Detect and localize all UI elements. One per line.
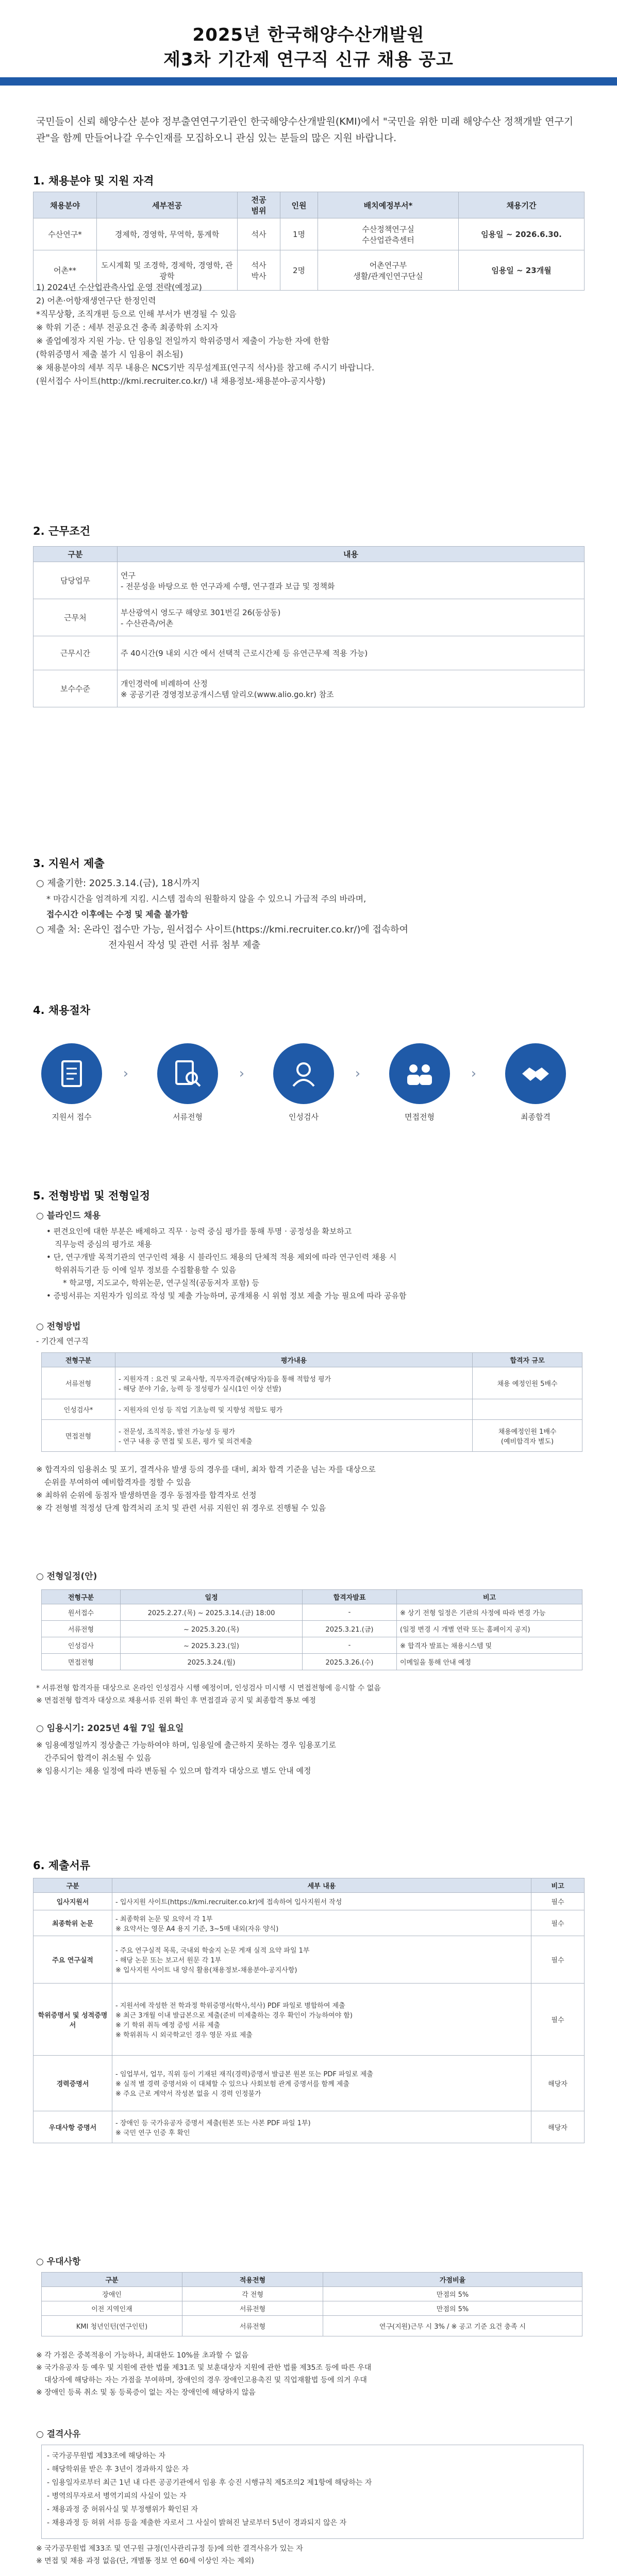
- pref-note: 대상자에 해당하는 자는 가점을 부여하며, 장애인의 경우 장애인고용촉진 및 직업재활법 등에 의거 우대: [44, 2376, 367, 2384]
- docs-header: 구분: [34, 1878, 112, 1893]
- table-row: [42, 2316, 582, 2336]
- docs-cell-k: 우대사항 증명서: [34, 2111, 112, 2143]
- screening-method-title: ○ 전형방법: [36, 1321, 81, 1332]
- s1-note: *직무상황, 조직개편 등으로 인해 부서가 변경될 수 있음: [36, 309, 237, 319]
- pref-cell-s: 서류전형: [182, 2316, 323, 2336]
- disqualification-box: [41, 2445, 583, 2539]
- chevron-right-icon: ›: [123, 1066, 129, 1081]
- docs-cell-n: 필수: [531, 1936, 585, 1984]
- section5-title: 5. 전형방법 및 전형일정: [33, 1190, 151, 1202]
- s1-note: 2) 어촌·어항재생연구단 한정인력: [36, 296, 156, 306]
- pref-header: 가점비율: [323, 2273, 582, 2287]
- method-cell-n: 채용 예정인원 5배수: [473, 1367, 582, 1399]
- s1-header-dept: 배치예정부서*: [318, 192, 459, 218]
- docs-cell-k: 경력증명서: [34, 2056, 112, 2111]
- s1-cell-count: 2명: [280, 250, 318, 291]
- table-row: [34, 562, 585, 599]
- preferences-table: [41, 2272, 582, 2336]
- method-header: 평가내용: [115, 1353, 473, 1367]
- docs-cell-k: 최종학위 논문: [34, 1910, 112, 1936]
- table-row: [42, 2301, 582, 2316]
- disq-line: - 해당학위를 받은 후 3년이 경과하지 않은 자: [47, 2465, 189, 2473]
- table-row: [34, 1893, 585, 1910]
- schedule-cell-d: ~ 2025.3.23.(일): [121, 1637, 303, 1654]
- hiring-process-steps: [33, 1043, 585, 1146]
- disq-note: ※ 면접 및 채용 과정 없음(단, 개별통 정보 연 60세 이상인 자는 제외): [36, 2557, 254, 2565]
- step-label: 면접전형: [405, 1112, 435, 1122]
- section3-body: [36, 876, 582, 953]
- schedule-notes: [36, 1682, 582, 1707]
- docs-cell-k: 주요 연구실적: [34, 1936, 112, 1984]
- schedule-cell-b: ※ 상기 전형 일정은 기관의 사정에 따라 변경 가능: [397, 1604, 582, 1621]
- pref-cell-r: 만점의 5%: [323, 2287, 582, 2301]
- docs-cell-n: 해당자: [531, 2111, 585, 2143]
- pref-note: ※ 각 가점은 중복적용이 가능하나, 최대한도 10%를 초과할 수 없음: [36, 2351, 248, 2360]
- disq-line: - 채용과정 등 허위 서류 등을 제출한 자로서 그 사실이 밝혀진 날로부터 5년이 경과되지 않은 자: [47, 2519, 347, 2527]
- blind-line: * 학교명, 지도교수, 학위논문, 연구실적(공동저자 포함) 등: [63, 1278, 259, 1287]
- blind-hiring-lines: [46, 1225, 582, 1302]
- schedule-title: ○ 전형일정(안): [36, 1571, 97, 1582]
- s1-cell-dept: 수산정책연구실 수산업관측센터: [318, 218, 459, 250]
- interview-icon: [389, 1043, 450, 1104]
- s1-note: ※ 학위 기준 : 세부 전공요건 충족 최종학위 소지자: [36, 323, 219, 332]
- step-label: 서류전형: [173, 1112, 203, 1122]
- personality-test-icon: [273, 1043, 334, 1104]
- disq-line: - 병역의무자로서 병역기피의 사실이 있는 자: [47, 2492, 187, 2500]
- schedule-cell-d: ~ 2025.3.20.(목): [121, 1621, 303, 1637]
- table-row: [42, 1367, 582, 1399]
- process-step: [381, 1043, 458, 1122]
- pref-note: ※ 국가유공자 등 예우 및 지원에 관한 법률 제31조 및 보훈대상자 지원에 관한 법률 제35조 등에 따른 우대: [36, 2364, 372, 2372]
- method-cell-k: 인성검사*: [42, 1399, 115, 1420]
- docs-cell-v: - 임업부서, 업무, 직위 등이 기재된 재직(경력)증명서 발급본 원본 또는 PDF 파일로 제출 ※ 실적 별 경력 증명서와 이 대체할 수 있으나 사회보험 관계 증명서를 함께 제출 ※ 주요 근로 계약서 작성본 없을 시 경력 인정불가: [112, 2056, 531, 2111]
- blind-line: • 편견요인에 대한 부분은 배제하고 직무 · 능력 중심 평가를 통해 투명 · 공정성을 확보하고: [46, 1227, 352, 1236]
- blind-line: • 단, 연구개발 목적기관의 연구인력 채용 시 블라인드 채용의 단체적 적용 제외에 따라 연구인력 채용 시: [46, 1252, 397, 1262]
- docs-cell-n: 필수: [531, 1893, 585, 1910]
- documents-table: [33, 1878, 585, 2143]
- s1-note: (학위증명서 제출 불가 시 임용이 취소됨): [36, 349, 184, 359]
- schedule-cell-a: -: [303, 1604, 397, 1621]
- blind-line: • 증빙서류는 지원자가 임의로 작성 및 제출 가능하며, 공개채용 시 위험 정보 제출 가능 필요에 따라 공유함: [46, 1291, 407, 1300]
- table-row: [42, 1621, 582, 1637]
- notice-title-line2: 제3차 기간제 연구직 신규 채용 공고: [163, 49, 454, 70]
- document-review-icon: [157, 1043, 218, 1104]
- table-row: [34, 2056, 585, 2111]
- section3-title: 3. 지원서 제출: [33, 857, 105, 870]
- docs-cell-n: 해당자: [531, 2056, 585, 2111]
- method-cell-v: - 지원자의 인성 등 직업 기초능력 및 지향성 적합도 평가: [115, 1399, 473, 1420]
- method-note: ※ 각 전형별 적정성 단계 합격처리 조치 및 관련 서류 지원인 위 경우로 진행될 수 있음: [36, 1503, 326, 1513]
- pref-cell-r: 만점의 5%: [323, 2301, 582, 2316]
- s1-header-period: 채용기간: [459, 192, 585, 218]
- section1-notes: [36, 281, 582, 388]
- docs-header: 세부 내용: [112, 1878, 531, 1893]
- s3-line: 전자원서 작성 및 관련 서류 첨부 제출: [108, 940, 261, 951]
- appoint-line: ※ 임용시기는 채용 일정에 따라 변동될 수 있으며 합격자 대상으로 별도 안내 예정: [36, 1766, 311, 1775]
- s1-header-major: 세부전공: [97, 192, 238, 218]
- docs-cell-n: 필수: [531, 1910, 585, 1936]
- s2-cell-v: 개인경력에 비례하여 산정 ※ 공공기관 경영정보공개시스템 알리오(www.alio.go.kr) 참조: [118, 670, 585, 707]
- schedule-cell-k: 면접전형: [42, 1654, 121, 1670]
- schedule-cell-a: -: [303, 1637, 397, 1654]
- docs-cell-k: 입사지원서: [34, 1893, 112, 1910]
- pref-note: ※ 장애인 등록 취소 및 동 등록증이 없는 자는 장애인에 해당하지 않음: [36, 2388, 256, 2397]
- appoint-line: ※ 임용예정일까지 정상출근 가능하여야 하며, 임용일에 출근하지 못하는 경우 임용포기로: [36, 1740, 336, 1750]
- pref-cell-k: KMI 청년인턴(연구인턴): [42, 2316, 182, 2336]
- table-row: [34, 1936, 585, 1984]
- s1-cell-field: 어촌**: [34, 250, 97, 291]
- disq-note: ※ 국가공무원법 제33조 및 연구원 규정(인사관리규정 등)에 의한 결격사유가 있는 자: [36, 2545, 303, 2553]
- screening-method-sub: - 기간제 연구직: [36, 1336, 89, 1346]
- s2-cell-v: 연구 - 전문성을 바탕으로 한 연구과제 수행, 연구결과 보급 및 정책화: [118, 562, 585, 599]
- table-row: [42, 1399, 582, 1420]
- table-row: [42, 1420, 582, 1452]
- disq-line: - 임용일자로부터 최근 1년 내 다른 공공기관에서 임용 후 승진 시행규칙 제5조의2 제1항에 해당하는 자: [47, 2479, 372, 2487]
- table-row: [42, 2287, 582, 2301]
- schedule-cell-b: 이메일을 통해 안내 예정: [397, 1654, 582, 1670]
- s1-note: (원서접수 사이트(http://kmi.recruiter.co.kr/) 내 채용정보-채용분야-공지사항): [36, 376, 326, 386]
- application-icon: [41, 1043, 102, 1104]
- method-notes: [36, 1463, 582, 1515]
- s2-cell-k: 근무처: [34, 599, 118, 636]
- blind-line: 직무능력 중심의 평가로 채용: [55, 1240, 152, 1249]
- schedule-note: * 서류전형 합격자를 대상으로 온라인 인성검사 시행 예정이며, 인성검사 미시행 시 면접전형에 응시할 수 없음: [36, 1684, 381, 1692]
- appoint-line: 간주되어 합격이 취소될 수 있음: [44, 1753, 152, 1762]
- table-row: [34, 670, 585, 707]
- blind-line: 학위취득기관 등 이에 일부 정보를 수집활용할 수 있음: [55, 1265, 237, 1275]
- s1-header-field: 채용분야: [34, 192, 97, 218]
- s1-cell-dept: 어촌연구부 생활/관계인연구단실: [318, 250, 459, 291]
- docs-cell-n: 필수: [531, 1984, 585, 2056]
- pref-cell-r: 연구(지원)근무 시 3% / ※ 공고 기준 요건 충족 시: [323, 2316, 582, 2336]
- s3-line: 접수시간 이후에는 수정 및 제출 불가함: [46, 909, 189, 919]
- schedule-note: ※ 면접전형 합격자 대상으로 채용서류 진위 확인 후 면접결과 공지 및 최종합격 통보 예정: [36, 1697, 316, 1705]
- method-note: ※ 최하위 순위에 동점자 발생하면을 경우 동점자를 합격자로 선정: [36, 1490, 257, 1500]
- table-row: [34, 1984, 585, 2056]
- screening-method-table: [41, 1352, 582, 1452]
- method-cell-v: - 지원자격 : 요건 및 교육사항, 직무자격증(해당자)등을 통해 적합성 평가 - 해당 분야 기술, 능력 등 정성평가 실시(1인 이상 선발): [115, 1367, 473, 1399]
- s2-header-v: 내용: [118, 547, 585, 562]
- schedule-cell-b: ※ 합격자 발표는 채용시스템 및: [397, 1637, 582, 1654]
- method-note: 순위를 부여하여 예비합격자를 정할 수 있음: [44, 1478, 191, 1487]
- schedule-cell-k: 원서접수: [42, 1604, 121, 1621]
- s2-cell-v: 부산광역시 영도구 해양로 301번길 26(동삼동) - 수산관측/어촌: [118, 599, 585, 636]
- table-row: [34, 218, 585, 250]
- method-cell-k: 서류전형: [42, 1367, 115, 1399]
- notice-title-line1: 2025년 한국해양수산개발원: [192, 25, 425, 45]
- process-step: [497, 1043, 574, 1122]
- s2-cell-k: 보수수준: [34, 670, 118, 707]
- title-divider: [0, 77, 617, 86]
- step-label: 지원서 접수: [52, 1112, 92, 1122]
- s1-header-count: 인원: [280, 192, 318, 218]
- method-note: ※ 합격자의 임용취소 및 포기, 결격사유 발생 등의 경우를 대비, 최차 합격 기준을 넘는 자를 대상으로: [36, 1465, 376, 1474]
- table-row: [34, 1910, 585, 1936]
- s1-cell-major: 도시계획 및 조경학, 경제학, 경영학, 관광학: [97, 250, 238, 291]
- table-row: [34, 599, 585, 636]
- schedule-cell-b: (일정 변경 시 개별 연락 또는 홈페이지 공지): [397, 1621, 582, 1637]
- docs-cell-v: - 장애인 등 국가유공자 증명서 제출(원본 또는 사본 PDF 파일 1부) ※ 국민 연구 인증 후 확인: [112, 2111, 531, 2143]
- table-row: [34, 636, 585, 670]
- schedule-table: [41, 1589, 582, 1670]
- s3-line: * 마감시간을 엄격하게 지킴. 시스템 접속의 원활하지 않을 수 있으니 가급적 주의 바라며,: [46, 894, 366, 904]
- pref-header: 적용전형: [182, 2273, 323, 2287]
- blind-hiring-title: ○ 블라인드 채용: [36, 1211, 101, 1221]
- appointment-lines: [36, 1739, 582, 1777]
- schedule-cell-d: 2025.3.24.(월): [121, 1654, 303, 1670]
- section2-title: 2. 근무조건: [33, 525, 91, 537]
- s1-cell-field: 수산연구*: [34, 218, 97, 250]
- docs-header: 비고: [531, 1878, 585, 1893]
- method-cell-k: 면접전형: [42, 1420, 115, 1452]
- section1-title: 1. 채용분야 및 지원 자격: [33, 175, 154, 187]
- table-row: [34, 2111, 585, 2143]
- schedule-header: 비고: [397, 1590, 582, 1604]
- chevron-right-icon: ›: [355, 1066, 361, 1081]
- pref-cell-s: 각 전형: [182, 2287, 323, 2301]
- step-label: 인성검사: [289, 1112, 319, 1122]
- intro-paragraph: 국민들이 신뢰 해양수산 분야 정부출연연구기관인 한국해양수산개발원(KMI)에서 "국민을 위한 미래 해양수산 정책개발 연구기관"을 함께 만들어나갈 우수인재를 모집하오니 관심 있는 분들의 많은 지원 바랍니다.: [36, 116, 574, 144]
- s1-cell-count: 1명: [280, 218, 318, 250]
- s3-line: ○ 제출 처: 온라인 접수만 가능, 원서접수 사이트(https://kmi.recruiter.co.kr/)에 접속하여: [36, 924, 409, 935]
- appointment-title: ○ 임용시기: 2025년 4월 7일 월요일: [36, 1723, 184, 1734]
- schedule-cell-k: 인성검사: [42, 1637, 121, 1654]
- s1-note: ※ 졸업예정자 지원 가능. 단 임용일 전일까지 학위증명서 제출이 가능한 자에 한함: [36, 336, 330, 346]
- schedule-cell-a: 2025.3.21.(금): [303, 1621, 397, 1637]
- s2-header-k: 구분: [34, 547, 118, 562]
- disq-line: - 국가공무원법 제33조에 해당하는 자: [47, 2452, 166, 2460]
- schedule-header: 합격자발표: [303, 1590, 397, 1604]
- method-cell-n: 채용예정인원 1배수 (예비합격자 별도): [473, 1420, 582, 1452]
- s1-note: 1) 2024년 수산업관측사업 운영 전략(예정교): [36, 282, 202, 292]
- disqualification-notes: [36, 2543, 582, 2567]
- preferences-title: ○ 우대사항: [36, 2257, 81, 2267]
- chevron-right-icon: ›: [471, 1066, 477, 1081]
- table-row: [42, 1654, 582, 1670]
- docs-cell-k: 학위증명서 및 성적증명서: [34, 1984, 112, 2056]
- section4-title: 4. 채용절차: [33, 1004, 91, 1016]
- chevron-right-icon: ›: [239, 1066, 245, 1081]
- docs-cell-v: - 주요 연구실적 목록, 국내외 학술지 논문 게재 실적 요약 파일 1부 - 해당 논문 또는 보고서 원문 각 1부 ※ 입사지원 사이트 내 양식 활용(채용정보-채용분야-공지사항): [112, 1936, 531, 1984]
- section1-table: [33, 192, 585, 291]
- s1-header-scope: 전공 범위: [238, 192, 280, 218]
- s1-cell-period: 임용일 ~ 2026.6.30.: [459, 218, 585, 250]
- pref-cell-k: 장애인: [42, 2287, 182, 2301]
- schedule-header: 일정: [121, 1590, 303, 1604]
- s1-cell-major: 경제학, 경영학, 무역학, 통계학: [97, 218, 238, 250]
- s1-cell-scope: 석사 박사: [238, 250, 280, 291]
- s2-cell-k: 담당업무: [34, 562, 118, 599]
- notice-header: [0, 0, 617, 88]
- s2-cell-v: 주 40시간(9 내외 시간 에서 선택적 근로시간제 등 유연근무제 적용 가능): [118, 636, 585, 670]
- process-step: [149, 1043, 226, 1122]
- section6-title: 6. 제출서류: [33, 1859, 91, 1872]
- method-cell-v: - 전문성, 조직적응, 발전 가능성 등 평가 - 연구 내용 중 면접 및 토론, 평가 및 의견제출: [115, 1420, 473, 1452]
- s1-cell-period: 임용일 ~ 23개월: [459, 250, 585, 291]
- schedule-cell-k: 서류전형: [42, 1621, 121, 1637]
- method-cell-n: [473, 1399, 582, 1420]
- pref-cell-s: 서류전형: [182, 2301, 323, 2316]
- schedule-header: 전형구분: [42, 1590, 121, 1604]
- pref-cell-k: 이전 지역인재: [42, 2301, 182, 2316]
- schedule-cell-a: 2025.3.26.(수): [303, 1654, 397, 1670]
- docs-cell-v: - 최종학위 논문 및 요약서 각 1부 ※ 요약서는 영문 A4 용지 기준, 3~5매 내외(자유 양식): [112, 1910, 531, 1936]
- section2-table: [33, 546, 585, 707]
- process-step: [33, 1043, 110, 1122]
- s2-cell-k: 근무시간: [34, 636, 118, 670]
- process-step: [265, 1043, 342, 1122]
- step-label: 최종합격: [521, 1112, 551, 1122]
- s1-cell-scope: 석사: [238, 218, 280, 250]
- table-row: [42, 1637, 582, 1654]
- docs-cell-v: - 지원서에 작성한 전 학과정 학위증명서(학사,석사) PDF 파일로 병합하여 제출 ※ 최근 3개월 이내 발급본으로 제출(준비 미제출하는 경우 확인이 가능하여야 함) ※ 기 학위 취득 예정 증빙 서류 제출 ※ 학위취득 시 외국학교인 경우 영문 자료 제출: [112, 1984, 531, 2056]
- method-header: 합격자 규모: [473, 1353, 582, 1367]
- disq-line: - 채용과정 중 허위사실 및 부정행위가 확인된 자: [47, 2505, 198, 2514]
- pref-header: 구분: [42, 2273, 182, 2287]
- docs-cell-v: - 입사지원 사이트(https://kmi.recruiter.co.kr)에 접속하여 입사지원서 작성: [112, 1893, 531, 1910]
- preferences-notes: [36, 2349, 582, 2399]
- handshake-icon: [505, 1043, 566, 1104]
- method-header: 전형구분: [42, 1353, 115, 1367]
- s3-line: ○ 제출기한: 2025.3.14.(금), 18시까지: [36, 878, 201, 889]
- s1-note: ※ 채용분야의 세부 직무 내용은 NCS기반 직무설계표(연구직 석사)를 참고해 주시기 바랍니다.: [36, 363, 375, 372]
- disqualification-title: ○ 결격사유: [36, 2429, 81, 2439]
- table-row: [42, 1604, 582, 1621]
- schedule-cell-d: 2025.2.27.(목) ~ 2025.3.14.(금) 18:00: [121, 1604, 303, 1621]
